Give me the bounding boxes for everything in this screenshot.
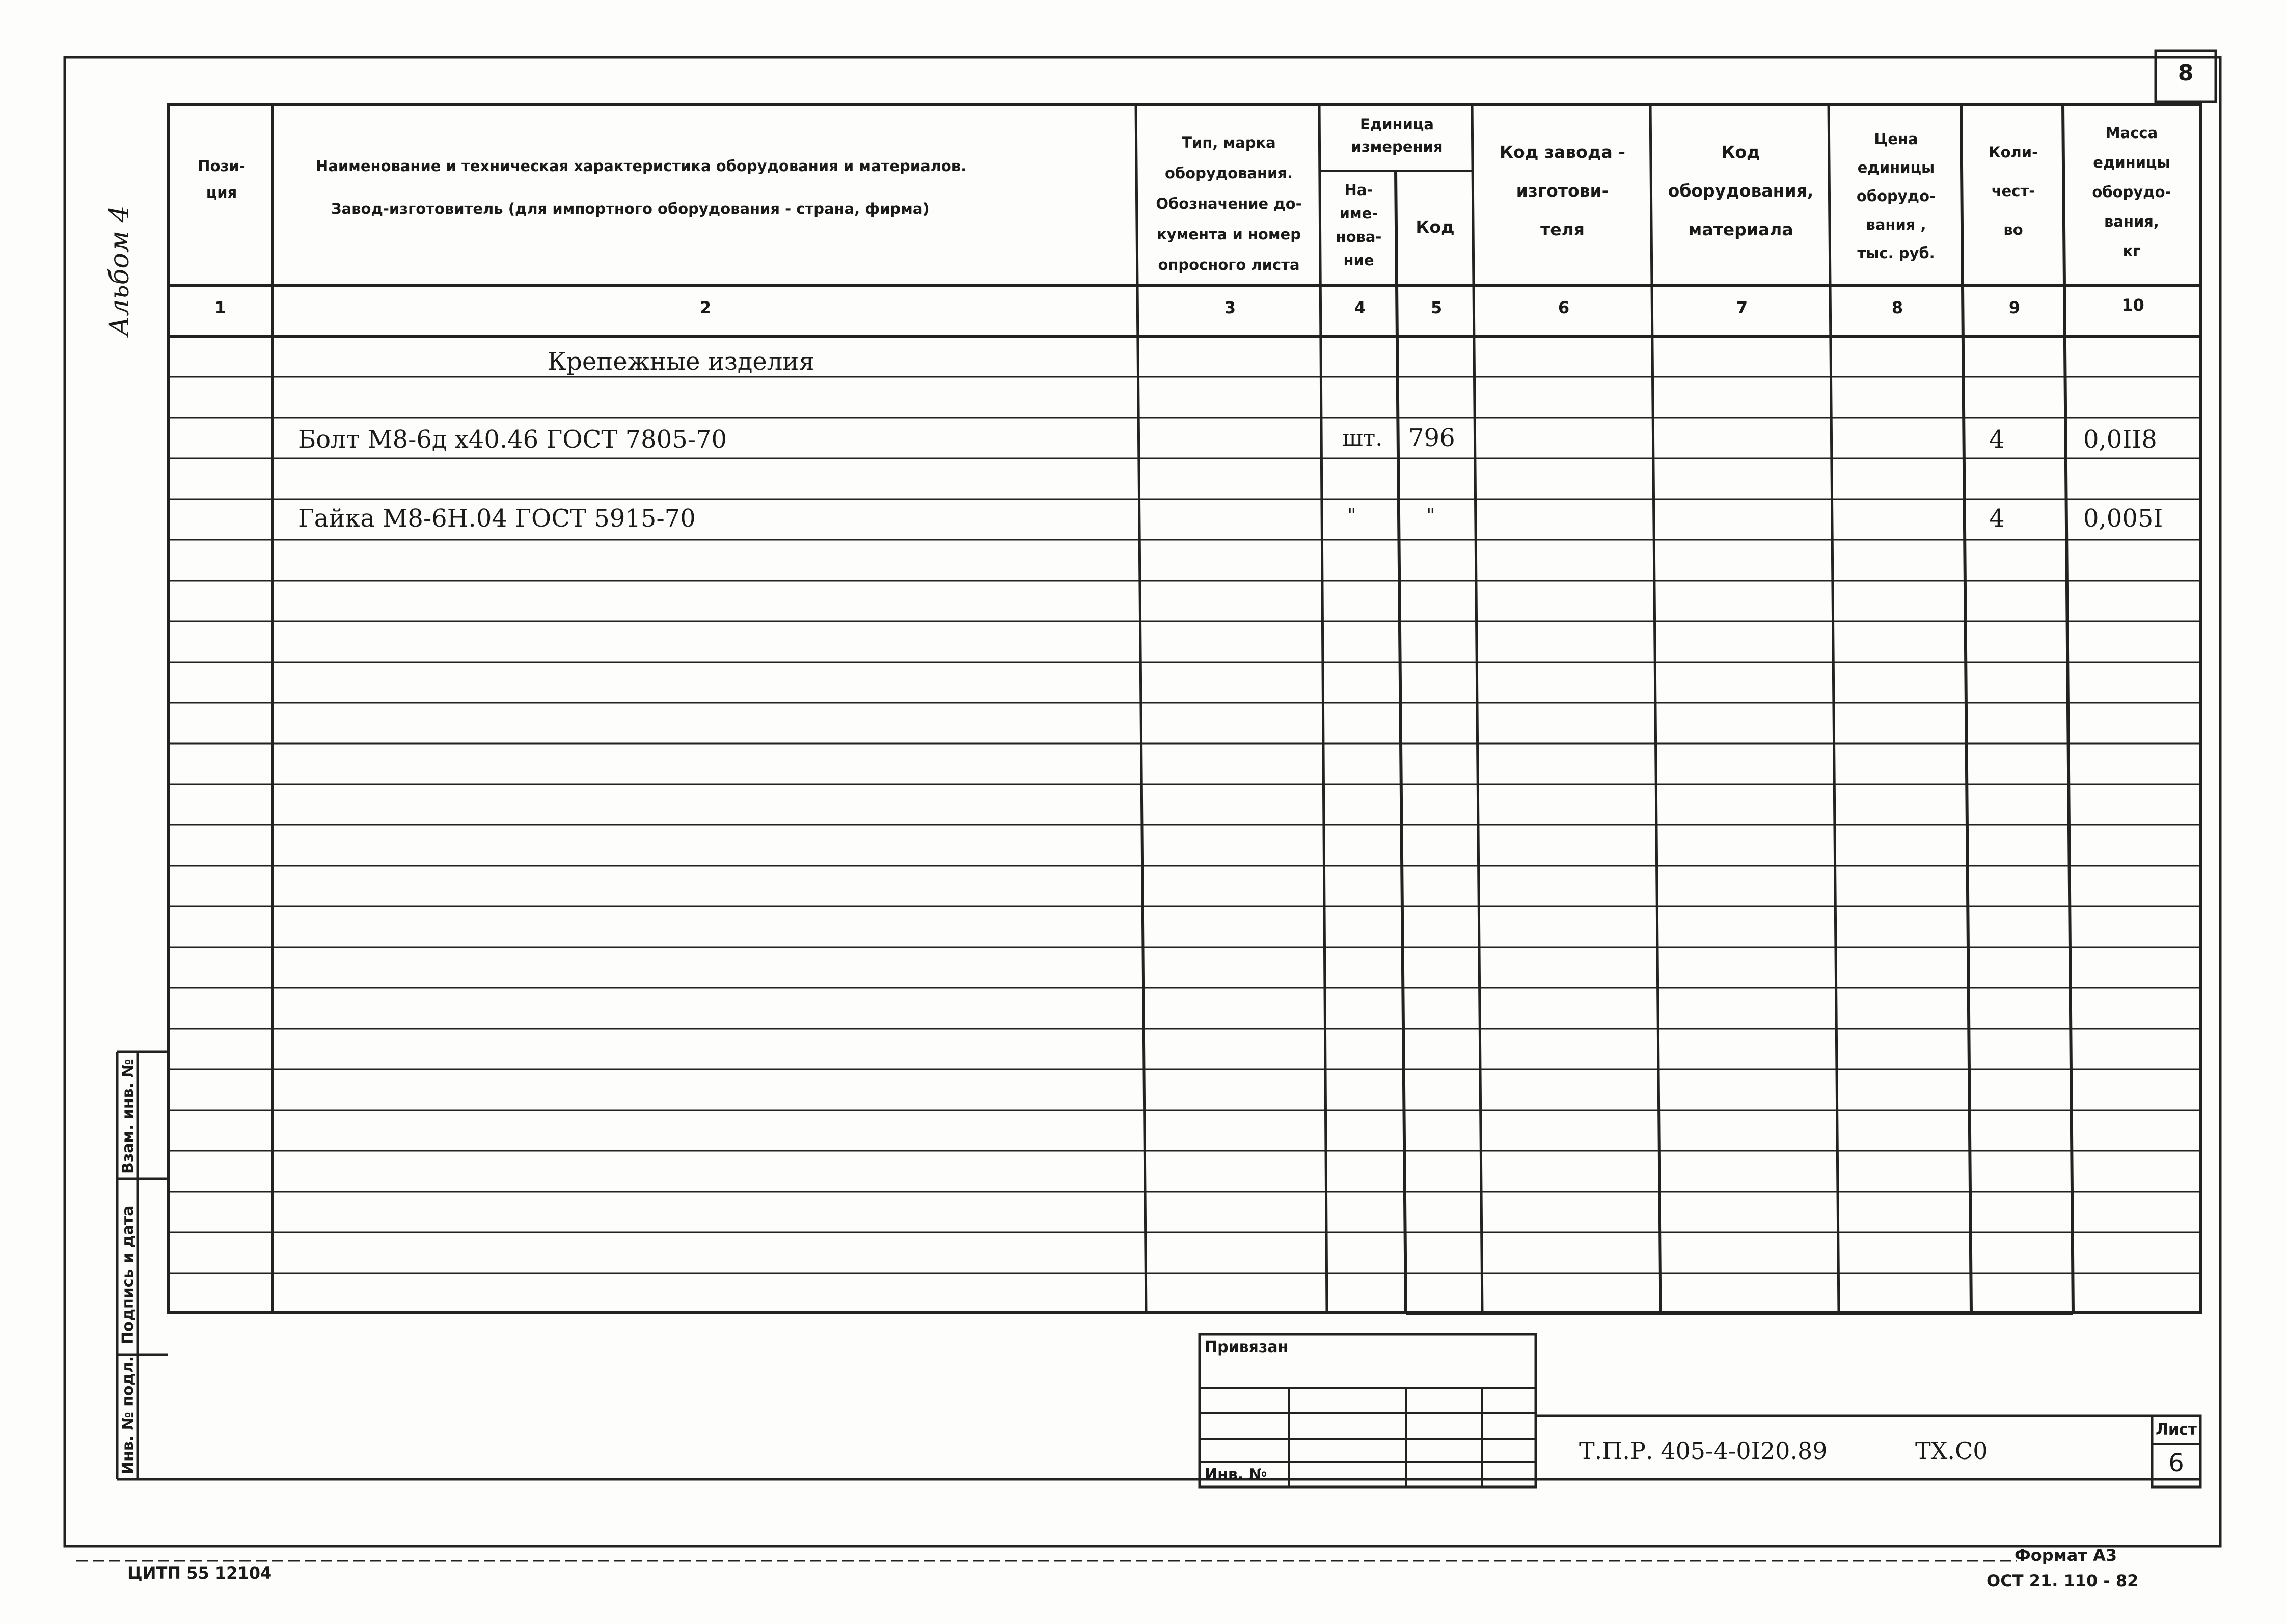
header-name-line1: Наименование и техническая характеристика оборудования и материалов. <box>316 157 967 175</box>
col-number-5: 5 <box>1430 298 1443 317</box>
header-type: Тип, марка оборудования. Обозначение до- кумента и номер опросного листа <box>1156 134 1302 273</box>
row-nut-qty: 4 <box>1989 504 2005 533</box>
col-number-6: 6 <box>1558 298 1570 317</box>
stamp-vzam-inv: Взам. инв. № <box>119 1059 137 1174</box>
header-mass: Масса единицы оборудо- вания, кг <box>2092 124 2171 260</box>
sheet-number: 8 <box>2178 60 2194 86</box>
header-quantity: Коли- чест- во <box>1988 144 2038 238</box>
header-unit-code: Код <box>1416 217 1455 237</box>
header-factory-code: Код завода - изготови- теля <box>1500 142 1625 239</box>
col-number-7: 7 <box>1736 298 1748 317</box>
title-list-label: Лист <box>2155 1421 2197 1439</box>
col-number-8: 8 <box>1891 298 1903 317</box>
header-name-line2: Завод-изготовитель (для импортного оборудования - страна, фирма) <box>331 200 930 217</box>
row-nut-name: Гайка М8-6Н.04 ГОСТ 5915-70 <box>298 504 696 533</box>
title-code: ТХ.С0 <box>1915 1437 1988 1465</box>
row-bolt-qty: 4 <box>1989 425 2005 454</box>
col-number-10: 10 <box>2121 295 2144 315</box>
row-nut-code: " <box>1426 504 1435 527</box>
title-designation: Т.П.Р. 405-4-0I20.89 <box>1579 1437 1828 1465</box>
title-list-number: 6 <box>2168 1449 2184 1477</box>
col-number-3: 3 <box>1224 298 1236 317</box>
title-privyazan: Привязан <box>1205 1338 1289 1356</box>
footer-standard: ОСТ 21. 110 - 82 <box>1986 1571 2139 1590</box>
title-inv-no: Инв. № <box>1205 1466 1267 1483</box>
row-bolt-unit: шт. <box>1342 425 1383 451</box>
header-unit-name: На- име- нова- ние <box>1336 181 1382 269</box>
album-label: Альбом 4 <box>104 205 135 336</box>
col-number-4: 4 <box>1354 298 1366 317</box>
header-position: Пози- ция <box>198 157 246 201</box>
row-bolt-code: 796 <box>1408 424 1455 452</box>
row-bolt-mass: 0,0II8 <box>2083 425 2157 454</box>
row-nut-mass: 0,005I <box>2083 504 2163 533</box>
footer-format: Формат А3 <box>2015 1546 2117 1565</box>
row-bolt-name: Болт М8-6д х40.46 ГОСТ 7805-70 <box>298 425 727 454</box>
footer-left-code: ЦИТП 55 12104 <box>127 1563 272 1583</box>
col-number-2: 2 <box>699 298 712 317</box>
header-unit-group: Единица измерения <box>1351 116 1443 155</box>
col-number-9: 9 <box>2008 298 2021 317</box>
stamp-inv-podl: Инв. № подл. <box>119 1356 137 1474</box>
row-nut-unit: " <box>1347 504 1356 527</box>
stamp-podpis-data: Подпись и дата <box>119 1205 137 1344</box>
header-price: Цена единицы оборудо- вания , тыс. руб. <box>1856 130 1936 262</box>
col-number-1: 1 <box>214 298 226 317</box>
row-section-title: Крепежные изделия <box>548 347 814 376</box>
header-equipment-code: Код оборудования, материала <box>1668 142 1814 239</box>
